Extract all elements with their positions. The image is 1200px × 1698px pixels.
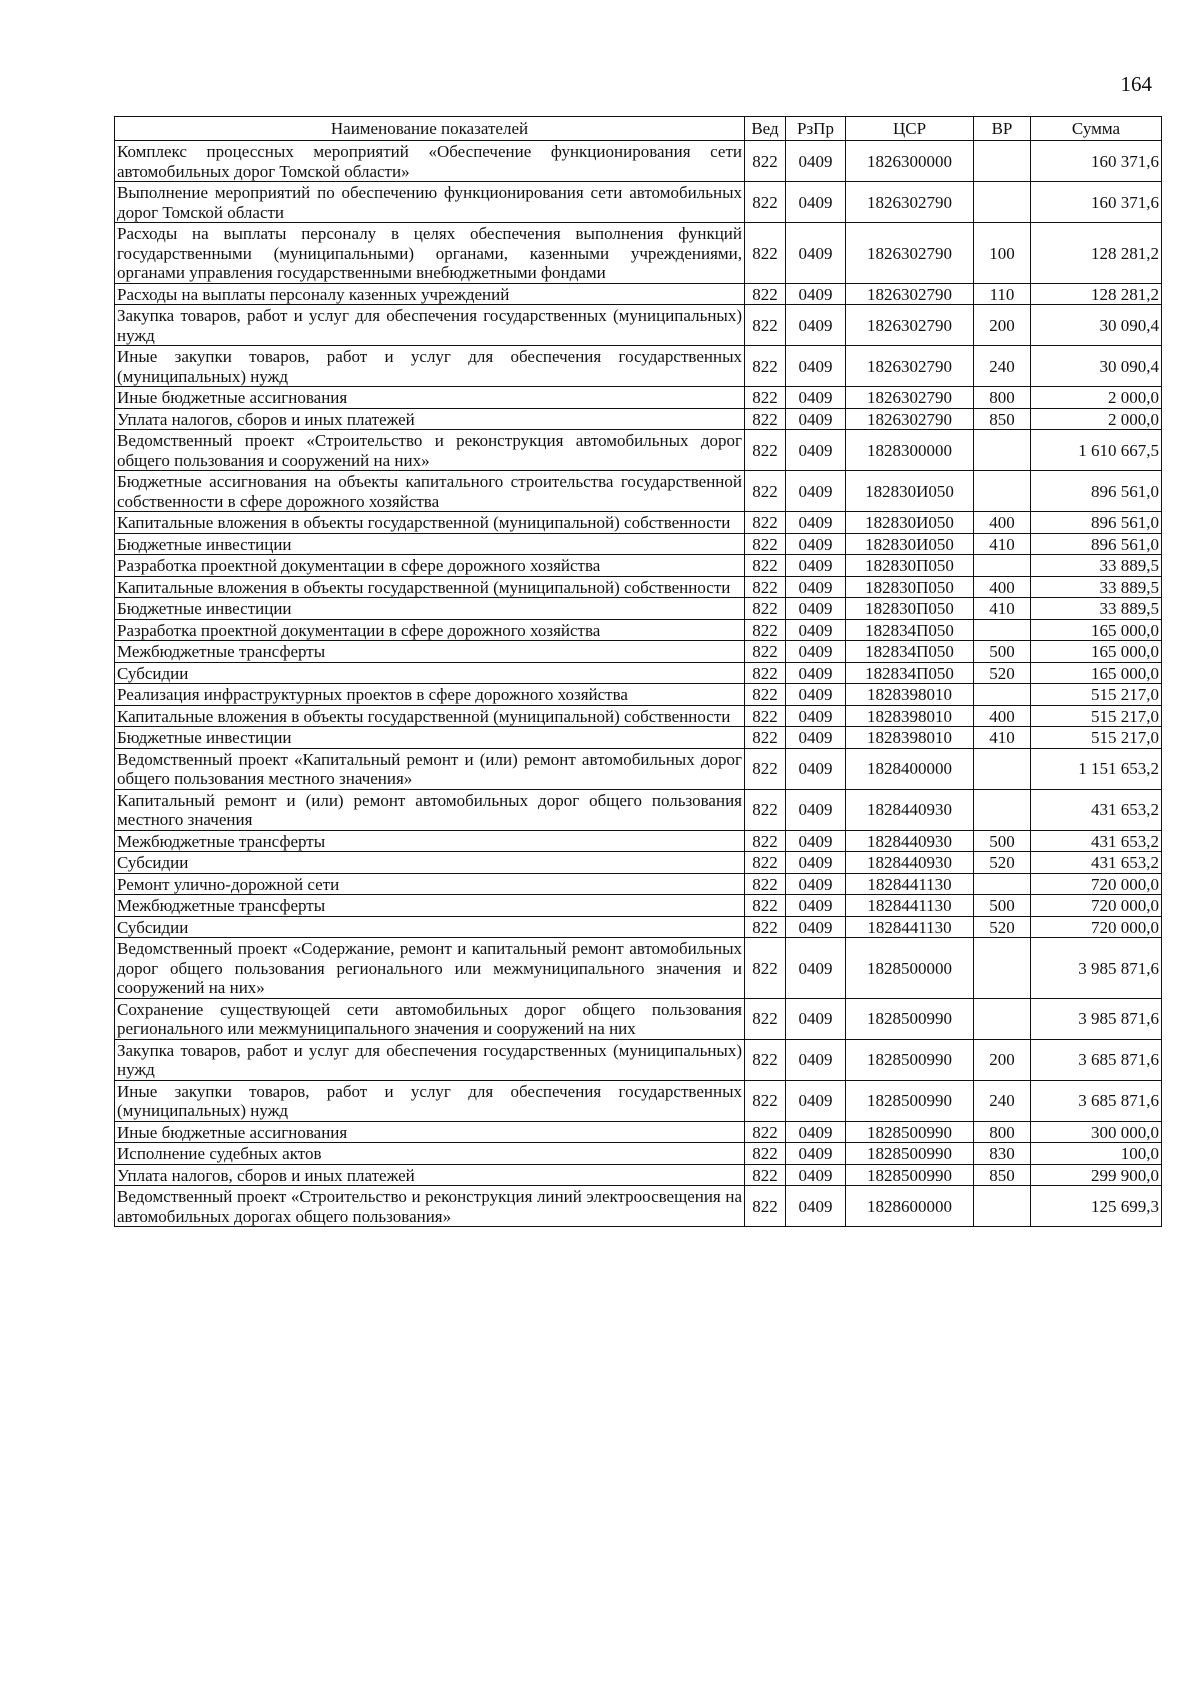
cell-sum: 165 000,0 <box>1031 619 1162 641</box>
cell-csr: 1828300000 <box>846 430 974 471</box>
cell-sum: 160 371,6 <box>1031 182 1162 223</box>
cell-rzpr: 0409 <box>786 1039 846 1080</box>
cell-rzpr: 0409 <box>786 1143 846 1165</box>
cell-csr: 1826302790 <box>846 305 974 346</box>
cell-ved: 822 <box>745 916 786 938</box>
table-row <box>115 598 1162 620</box>
cell-rzpr: 0409 <box>786 555 846 577</box>
cell-rzpr: 0409 <box>786 430 846 471</box>
cell-csr: 1826302790 <box>846 283 974 305</box>
cell-vr: 110 <box>974 283 1031 305</box>
cell-ved: 822 <box>745 727 786 749</box>
cell-ved: 822 <box>745 1143 786 1165</box>
cell-ved: 822 <box>745 619 786 641</box>
cell-ved: 822 <box>745 1186 786 1227</box>
cell-name: Комплекс процессных мероприятий «Обеспечение функционирования сети автомобильных дорог Томской области» <box>115 141 745 182</box>
cell-sum: 431 653,2 <box>1031 830 1162 852</box>
cell-csr: 1828441130 <box>846 916 974 938</box>
cell-vr: 520 <box>974 916 1031 938</box>
table-row <box>115 895 1162 917</box>
cell-csr: 1828441130 <box>846 895 974 917</box>
cell-rzpr: 0409 <box>786 283 846 305</box>
cell-sum: 100,0 <box>1031 1143 1162 1165</box>
cell-vr <box>974 684 1031 706</box>
cell-vr <box>974 471 1031 512</box>
cell-name: Субсидии <box>115 662 745 684</box>
cell-ved: 822 <box>745 182 786 223</box>
cell-vr: 240 <box>974 1080 1031 1121</box>
table-row <box>115 727 1162 749</box>
cell-name: Субсидии <box>115 852 745 874</box>
cell-sum: 1 151 653,2 <box>1031 748 1162 789</box>
cell-name: Разработка проектной документации в сфере дорожного хозяйства <box>115 619 745 641</box>
cell-rzpr: 0409 <box>786 830 846 852</box>
table-row <box>115 1143 1162 1165</box>
cell-csr: 1828440930 <box>846 852 974 874</box>
cell-csr: 1828500000 <box>846 938 974 999</box>
cell-ved: 822 <box>745 684 786 706</box>
cell-name: Бюджетные инвестиции <box>115 533 745 555</box>
cell-vr <box>974 141 1031 182</box>
cell-csr: 1826302790 <box>846 387 974 409</box>
cell-sum: 30 090,4 <box>1031 305 1162 346</box>
cell-sum: 720 000,0 <box>1031 873 1162 895</box>
cell-csr: 182834П050 <box>846 619 974 641</box>
cell-ved: 822 <box>745 938 786 999</box>
budget-table <box>114 116 1162 1227</box>
cell-rzpr: 0409 <box>786 305 846 346</box>
cell-ved: 822 <box>745 1080 786 1121</box>
cell-rzpr: 0409 <box>786 387 846 409</box>
table-row <box>115 938 1162 999</box>
cell-vr: 850 <box>974 1164 1031 1186</box>
cell-vr <box>974 430 1031 471</box>
cell-csr: 1828500990 <box>846 1164 974 1186</box>
cell-name: Бюджетные ассигнования на объекты капитального строительства государственной собственности в сфере дорожного хозяйства <box>115 471 745 512</box>
cell-csr: 1828441130 <box>846 873 974 895</box>
header-vr: ВР <box>974 117 1031 141</box>
table-row <box>115 998 1162 1039</box>
cell-csr: 1828400000 <box>846 748 974 789</box>
cell-csr: 1828398010 <box>846 684 974 706</box>
cell-vr <box>974 555 1031 577</box>
cell-sum: 128 281,2 <box>1031 283 1162 305</box>
header-sum: Сумма <box>1031 117 1162 141</box>
cell-rzpr: 0409 <box>786 1164 846 1186</box>
cell-ved: 822 <box>745 1121 786 1143</box>
cell-ved: 822 <box>745 305 786 346</box>
cell-rzpr: 0409 <box>786 895 846 917</box>
cell-csr: 1826302790 <box>846 223 974 284</box>
cell-name: Реализация инфраструктурных проектов в сфере дорожного хозяйства <box>115 684 745 706</box>
table-row <box>115 533 1162 555</box>
cell-rzpr: 0409 <box>786 998 846 1039</box>
cell-ved: 822 <box>745 873 786 895</box>
cell-vr: 410 <box>974 727 1031 749</box>
cell-csr: 182834П050 <box>846 641 974 663</box>
cell-csr: 182830П050 <box>846 576 974 598</box>
cell-csr: 1828500990 <box>846 998 974 1039</box>
cell-sum: 720 000,0 <box>1031 895 1162 917</box>
cell-ved: 822 <box>745 387 786 409</box>
cell-vr: 520 <box>974 662 1031 684</box>
cell-csr: 1828500990 <box>846 1039 974 1080</box>
cell-rzpr: 0409 <box>786 727 846 749</box>
cell-csr: 182830И050 <box>846 533 974 555</box>
header-ved: Вед <box>745 117 786 141</box>
cell-name: Выполнение мероприятий по обеспечению функционирования сети автомобильных дорог Томской области <box>115 182 745 223</box>
cell-vr: 500 <box>974 641 1031 663</box>
cell-rzpr: 0409 <box>786 662 846 684</box>
cell-sum: 3 685 871,6 <box>1031 1039 1162 1080</box>
cell-csr: 1828500990 <box>846 1143 974 1165</box>
cell-name: Бюджетные инвестиции <box>115 598 745 620</box>
table-row <box>115 512 1162 534</box>
cell-sum: 431 653,2 <box>1031 789 1162 830</box>
cell-sum: 299 900,0 <box>1031 1164 1162 1186</box>
cell-sum: 431 653,2 <box>1031 852 1162 874</box>
cell-ved: 822 <box>745 852 786 874</box>
cell-rzpr: 0409 <box>786 938 846 999</box>
table-row <box>115 916 1162 938</box>
cell-sum: 2 000,0 <box>1031 408 1162 430</box>
table-row <box>115 387 1162 409</box>
cell-rzpr: 0409 <box>786 641 846 663</box>
cell-ved: 822 <box>745 830 786 852</box>
cell-csr: 1826302790 <box>846 408 974 430</box>
table-row <box>115 748 1162 789</box>
cell-ved: 822 <box>745 641 786 663</box>
cell-rzpr: 0409 <box>786 598 846 620</box>
table-row <box>115 662 1162 684</box>
cell-csr: 1826302790 <box>846 182 974 223</box>
cell-ved: 822 <box>745 598 786 620</box>
page-number: 164 <box>1120 72 1152 96</box>
cell-vr <box>974 998 1031 1039</box>
cell-vr: 800 <box>974 1121 1031 1143</box>
cell-name: Расходы на выплаты персоналу в целях обеспечения выполнения функций государственными (муниципальными) органами, казенными учреждениями, органами управления государственными внебюджетными фондами <box>115 223 745 284</box>
cell-name: Ведомственный проект «Строительство и реконструкция автомобильных дорог общего пользования и сооружений на них» <box>115 430 745 471</box>
cell-rzpr: 0409 <box>786 182 846 223</box>
cell-rzpr: 0409 <box>786 223 846 284</box>
table-row <box>115 641 1162 663</box>
cell-sum: 165 000,0 <box>1031 641 1162 663</box>
cell-rzpr: 0409 <box>786 684 846 706</box>
cell-ved: 822 <box>745 471 786 512</box>
cell-ved: 822 <box>745 533 786 555</box>
cell-rzpr: 0409 <box>786 852 846 874</box>
cell-sum: 896 561,0 <box>1031 471 1162 512</box>
table-row <box>115 619 1162 641</box>
table-row <box>115 705 1162 727</box>
cell-vr: 100 <box>974 223 1031 284</box>
cell-sum: 125 699,3 <box>1031 1186 1162 1227</box>
cell-vr: 200 <box>974 1039 1031 1080</box>
cell-name: Межбюджетные трансферты <box>115 895 745 917</box>
cell-vr: 400 <box>974 512 1031 534</box>
table-row <box>115 430 1162 471</box>
cell-vr: 830 <box>974 1143 1031 1165</box>
table-row <box>115 471 1162 512</box>
table-row <box>115 408 1162 430</box>
table-row <box>115 1039 1162 1080</box>
cell-sum: 128 281,2 <box>1031 223 1162 284</box>
cell-sum: 165 000,0 <box>1031 662 1162 684</box>
cell-csr: 182830П050 <box>846 555 974 577</box>
cell-csr: 1826302790 <box>846 346 974 387</box>
cell-vr: 520 <box>974 852 1031 874</box>
cell-rzpr: 0409 <box>786 533 846 555</box>
table-row <box>115 1186 1162 1227</box>
header-rzpr: РзПр <box>786 117 846 141</box>
cell-sum: 2 000,0 <box>1031 387 1162 409</box>
cell-sum: 33 889,5 <box>1031 576 1162 598</box>
cell-ved: 822 <box>745 705 786 727</box>
cell-rzpr: 0409 <box>786 471 846 512</box>
cell-ved: 822 <box>745 512 786 534</box>
header-csr: ЦСР <box>846 117 974 141</box>
table-row <box>115 1164 1162 1186</box>
cell-sum: 33 889,5 <box>1031 598 1162 620</box>
cell-ved: 822 <box>745 789 786 830</box>
cell-vr <box>974 789 1031 830</box>
table-row <box>115 223 1162 284</box>
cell-vr: 800 <box>974 387 1031 409</box>
cell-rzpr: 0409 <box>786 619 846 641</box>
cell-vr: 240 <box>974 346 1031 387</box>
cell-sum: 300 000,0 <box>1031 1121 1162 1143</box>
cell-ved: 822 <box>745 895 786 917</box>
cell-rzpr: 0409 <box>786 705 846 727</box>
cell-csr: 182830П050 <box>846 598 974 620</box>
table-row <box>115 830 1162 852</box>
cell-csr: 1828440930 <box>846 789 974 830</box>
cell-vr: 410 <box>974 598 1031 620</box>
cell-vr: 400 <box>974 705 1031 727</box>
cell-rzpr: 0409 <box>786 141 846 182</box>
cell-sum: 3 685 871,6 <box>1031 1080 1162 1121</box>
table-row <box>115 576 1162 598</box>
cell-name: Уплата налогов, сборов и иных платежей <box>115 1164 745 1186</box>
cell-name: Ремонт улично-дорожной сети <box>115 873 745 895</box>
cell-rzpr: 0409 <box>786 576 846 598</box>
cell-name: Межбюджетные трансферты <box>115 641 745 663</box>
cell-csr: 1828600000 <box>846 1186 974 1227</box>
cell-rzpr: 0409 <box>786 1186 846 1227</box>
table-row <box>115 283 1162 305</box>
cell-name: Межбюджетные трансферты <box>115 830 745 852</box>
table-row <box>115 1080 1162 1121</box>
cell-csr: 182830И050 <box>846 471 974 512</box>
cell-ved: 822 <box>745 748 786 789</box>
cell-vr: 850 <box>974 408 1031 430</box>
cell-name: Иные закупки товаров, работ и услуг для обеспечения государственных (муниципальных) нужд <box>115 1080 745 1121</box>
cell-vr <box>974 1186 1031 1227</box>
cell-name: Уплата налогов, сборов и иных платежей <box>115 408 745 430</box>
cell-rzpr: 0409 <box>786 346 846 387</box>
cell-sum: 160 371,6 <box>1031 141 1162 182</box>
cell-rzpr: 0409 <box>786 1080 846 1121</box>
table-header-row <box>115 117 1162 141</box>
cell-name: Бюджетные инвестиции <box>115 727 745 749</box>
cell-rzpr: 0409 <box>786 873 846 895</box>
cell-sum: 3 985 871,6 <box>1031 998 1162 1039</box>
table-body <box>115 141 1162 1227</box>
cell-sum: 1 610 667,5 <box>1031 430 1162 471</box>
cell-csr: 182830И050 <box>846 512 974 534</box>
cell-vr <box>974 873 1031 895</box>
cell-ved: 822 <box>745 998 786 1039</box>
cell-vr: 200 <box>974 305 1031 346</box>
cell-sum: 515 217,0 <box>1031 705 1162 727</box>
cell-ved: 822 <box>745 555 786 577</box>
cell-sum: 515 217,0 <box>1031 727 1162 749</box>
cell-vr <box>974 748 1031 789</box>
cell-vr <box>974 182 1031 223</box>
cell-name: Разработка проектной документации в сфере дорожного хозяйства <box>115 555 745 577</box>
cell-vr: 500 <box>974 830 1031 852</box>
cell-sum: 720 000,0 <box>1031 916 1162 938</box>
cell-vr: 410 <box>974 533 1031 555</box>
cell-name: Капитальный ремонт и (или) ремонт автомобильных дорог общего пользования местного значения <box>115 789 745 830</box>
cell-sum: 515 217,0 <box>1031 684 1162 706</box>
cell-csr: 1828398010 <box>846 727 974 749</box>
cell-csr: 1828398010 <box>846 705 974 727</box>
table-row <box>115 182 1162 223</box>
cell-ved: 822 <box>745 283 786 305</box>
cell-rzpr: 0409 <box>786 408 846 430</box>
cell-csr: 1828500990 <box>846 1080 974 1121</box>
cell-sum: 896 561,0 <box>1031 512 1162 534</box>
cell-name: Исполнение судебных актов <box>115 1143 745 1165</box>
table-row <box>115 305 1162 346</box>
cell-vr: 400 <box>974 576 1031 598</box>
cell-ved: 822 <box>745 1164 786 1186</box>
cell-name: Капитальные вложения в объекты государственной (муниципальной) собственности <box>115 576 745 598</box>
cell-csr: 182834П050 <box>846 662 974 684</box>
cell-vr: 500 <box>974 895 1031 917</box>
cell-vr <box>974 619 1031 641</box>
cell-sum: 33 889,5 <box>1031 555 1162 577</box>
cell-ved: 822 <box>745 223 786 284</box>
cell-name: Ведомственный проект «Содержание, ремонт и капитальный ремонт автомобильных дорог общего пользования регионального или межмуниципального значения и сооружений на них» <box>115 938 745 999</box>
cell-ved: 822 <box>745 346 786 387</box>
cell-ved: 822 <box>745 576 786 598</box>
cell-ved: 822 <box>745 408 786 430</box>
cell-name: Закупка товаров, работ и услуг для обеспечения государственных (муниципальных) нужд <box>115 1039 745 1080</box>
cell-csr: 1826300000 <box>846 141 974 182</box>
table-row <box>115 684 1162 706</box>
cell-rzpr: 0409 <box>786 748 846 789</box>
cell-vr <box>974 938 1031 999</box>
cell-csr: 1828440930 <box>846 830 974 852</box>
cell-rzpr: 0409 <box>786 789 846 830</box>
cell-ved: 822 <box>745 662 786 684</box>
cell-rzpr: 0409 <box>786 916 846 938</box>
cell-name: Капитальные вложения в объекты государственной (муниципальной) собственности <box>115 512 745 534</box>
table-row <box>115 852 1162 874</box>
cell-sum: 30 090,4 <box>1031 346 1162 387</box>
cell-rzpr: 0409 <box>786 512 846 534</box>
header-name: Наименование показателей <box>115 117 745 141</box>
cell-name: Сохранение существующей сети автомобильных дорог общего пользования регионального или межмуниципального значения и сооружений на них <box>115 998 745 1039</box>
cell-name: Иные бюджетные ассигнования <box>115 1121 745 1143</box>
cell-name: Ведомственный проект «Строительство и реконструкция линий электроосвещения на автомобильных дорогах общего пользования» <box>115 1186 745 1227</box>
cell-rzpr: 0409 <box>786 1121 846 1143</box>
cell-name: Капитальные вложения в объекты государственной (муниципальной) собственности <box>115 705 745 727</box>
cell-ved: 822 <box>745 1039 786 1080</box>
cell-sum: 896 561,0 <box>1031 533 1162 555</box>
table-row <box>115 141 1162 182</box>
cell-ved: 822 <box>745 141 786 182</box>
cell-ved: 822 <box>745 430 786 471</box>
cell-name: Субсидии <box>115 916 745 938</box>
table-row <box>115 873 1162 895</box>
cell-name: Закупка товаров, работ и услуг для обеспечения государственных (муниципальных) нужд <box>115 305 745 346</box>
table-row <box>115 789 1162 830</box>
cell-name: Ведомственный проект «Капитальный ремонт и (или) ремонт автомобильных дорог общего пользования местного значения» <box>115 748 745 789</box>
cell-name: Иные закупки товаров, работ и услуг для обеспечения государственных (муниципальных) нужд <box>115 346 745 387</box>
cell-name: Расходы на выплаты персоналу казенных учреждений <box>115 283 745 305</box>
table-row <box>115 1121 1162 1143</box>
table-row <box>115 555 1162 577</box>
table-row <box>115 346 1162 387</box>
cell-csr: 1828500990 <box>846 1121 974 1143</box>
cell-sum: 3 985 871,6 <box>1031 938 1162 999</box>
cell-name: Иные бюджетные ассигнования <box>115 387 745 409</box>
